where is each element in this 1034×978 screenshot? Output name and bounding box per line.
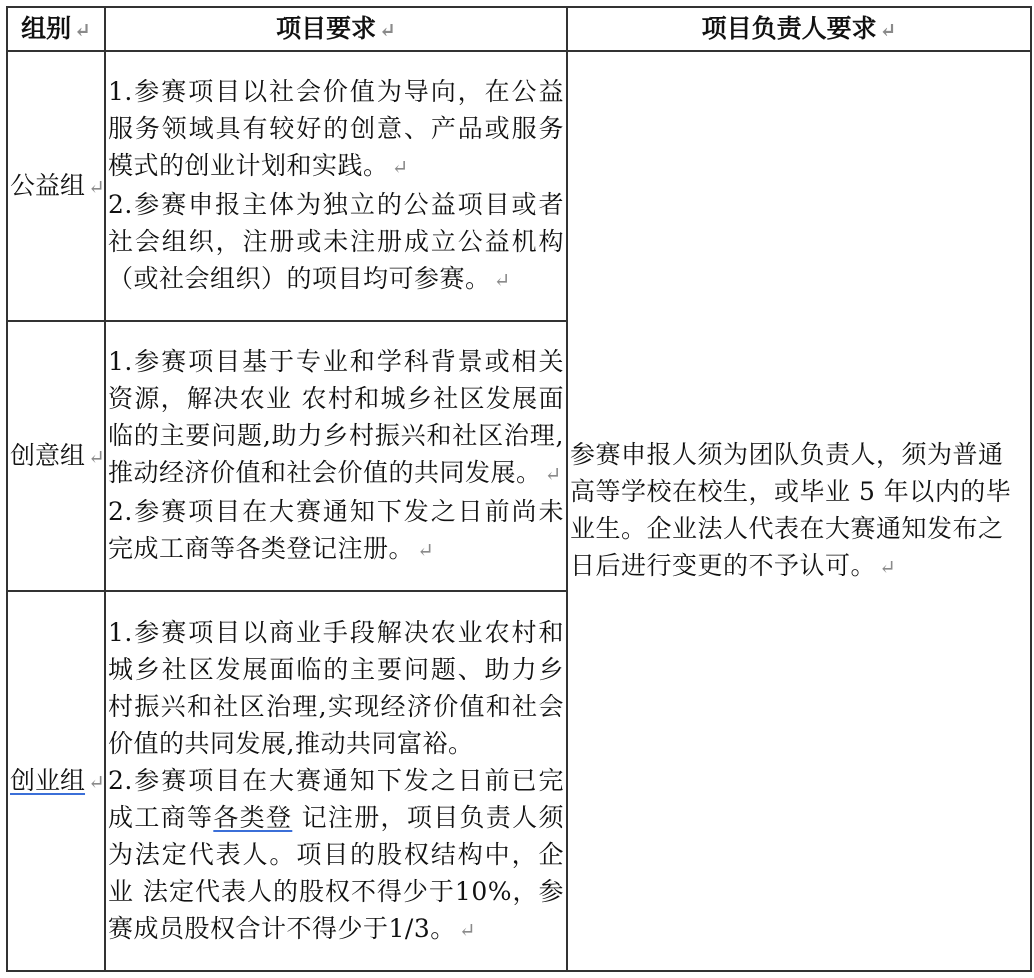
project-requirement-cell xyxy=(105,321,567,591)
return-mark-icon: ↵ xyxy=(879,17,897,42)
requirement-point: 1.参赛项目基于专业和学科背景或相关资源，解决农业 农村和城乡社区发展面临的主要问题,助力乡村振兴和社区治理,推动经济价值和社会价值的共同发展。 ↵ xyxy=(108,347,564,487)
requirement-point: 1.参赛项目以商业手段解决农业农村和城乡社区发展面临的主要问题、助力乡村振兴和社区治理,实现经济价值和社会 价值的共同发展,推动共同富裕。 xyxy=(108,617,564,758)
group-cell-startup: 创业组 ↵ xyxy=(7,591,105,971)
header-leader-requirements: 项目负责人要求 ↵ xyxy=(567,7,1031,51)
header-project-requirements: 项目要求 ↵ xyxy=(105,7,567,51)
return-mark-icon: ↵ xyxy=(879,555,897,579)
return-mark-icon: ↵ xyxy=(88,174,105,199)
underlined-phrase: 各类登 xyxy=(213,802,293,832)
return-mark-icon: ↵ xyxy=(391,155,409,179)
return-mark-icon: ↵ xyxy=(544,462,562,486)
return-mark-icon: ↵ xyxy=(74,17,91,42)
return-mark-icon: ↵ xyxy=(88,444,105,469)
project-requirement-cell xyxy=(105,591,567,971)
return-mark-icon: ↵ xyxy=(493,268,511,292)
requirement-point: 2.参赛申报主体为独立的公益项目或者社会组织，注册或未注册成立公益机构（或社会组织）的项目均可参赛。 ↵ xyxy=(108,190,564,293)
return-mark-icon: ↵ xyxy=(379,17,396,42)
group-cell-public-welfare: 公益组 ↵ xyxy=(7,51,105,321)
header-group: 组别 ↵ xyxy=(7,7,105,51)
group-cell-creative: 创意组 ↵ xyxy=(7,321,105,591)
leader-requirement-cell: 参赛申报人须为团队负责人，须为普通高等学校在校生，或毕业 5 年以内的毕业生。企业法人代表在大赛通知发布之日后进行变更的不予认可。 ↵ xyxy=(567,51,1031,971)
requirements-table xyxy=(6,6,1032,972)
table-row xyxy=(7,51,1031,321)
requirement-point: 2.参赛项目在大赛通知下发之日前尚未完成工商等各类登记注册。 ↵ xyxy=(108,497,564,563)
return-mark-icon: ↵ xyxy=(417,538,435,562)
requirement-point: 1.参赛项目以社会价值为导向，在公益服务领域具有较好的创意、产品或服务模式的创业计划和实践。 ↵ xyxy=(108,77,564,180)
return-mark-icon: ↵ xyxy=(88,769,105,794)
return-mark-icon: ↵ xyxy=(458,917,477,942)
requirement-point: 2.参赛项目在大赛通知下发之日前已完成工商等各类登 记注册，项目负责人须为法定代表人。项目的股权结构中，企业 法定代表人的股权不得少于10%，参赛成员股权合计不得少于1/3。 ↵ xyxy=(108,765,564,943)
project-requirement-cell xyxy=(105,51,567,321)
header-row xyxy=(7,7,1031,51)
